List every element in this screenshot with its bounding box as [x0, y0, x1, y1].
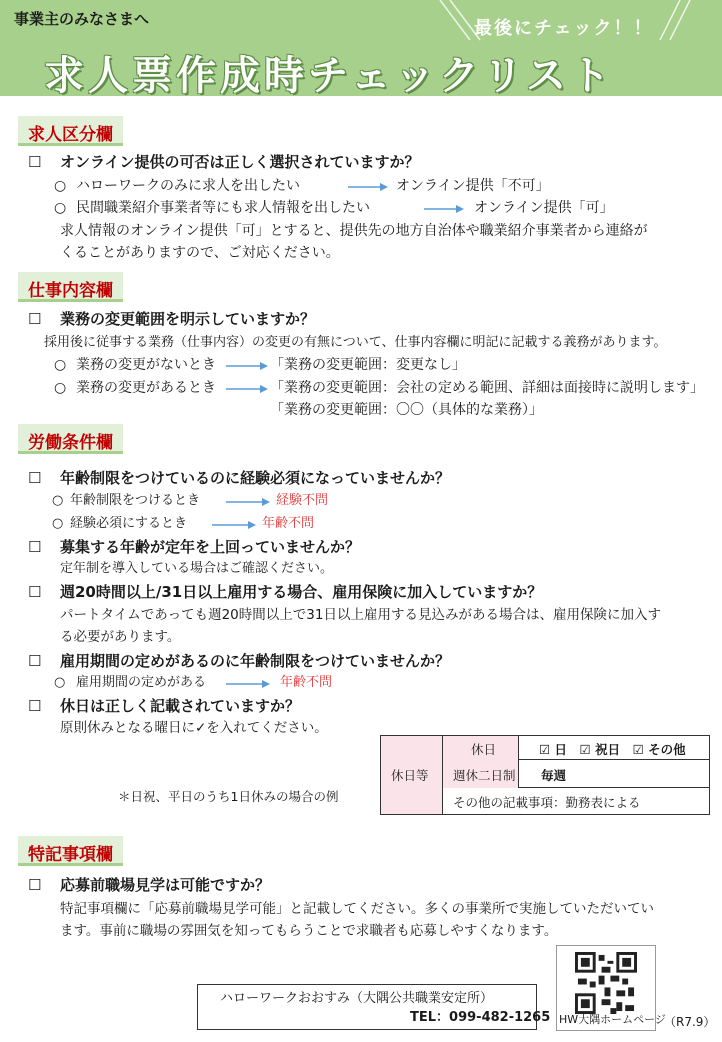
- circle-icon: ○: [54, 675, 66, 690]
- note-line: 特記事項欄に「応募前職場見学可能」と記載してください。多くの事業所で実施していただいてい: [60, 901, 654, 917]
- circle-icon: ○: [54, 380, 67, 396]
- question-online: オンライン提供の可否は正しく選択されていますか？: [60, 153, 420, 171]
- question-employment-insurance: 週20時間以上/31日以上雇用する場合、雇用保険に加入していますか？: [60, 583, 543, 601]
- note-line: 定年制を導入している場合はご確認ください。: [60, 561, 334, 576]
- option-change-result: 「業務の変更範囲：会社の定める範囲、詳細は面接時に説明します」: [270, 380, 704, 396]
- table-row-other: その他の記載事項：勤務表による: [453, 795, 641, 810]
- checkbox-icon[interactable]: ☐: [28, 310, 42, 328]
- office-info-box: [197, 984, 551, 1030]
- note-line: 原則休みとなる曜日に✓を入れてください。: [60, 720, 328, 736]
- checkbox-icon[interactable]: ☐: [28, 876, 42, 894]
- page-title: 求人票作成時チェックリスト: [44, 53, 614, 96]
- question-retirement-age: 募集する年齢が定年を上回っていませんか？: [60, 538, 361, 556]
- question-workplace-visit: 応募前職場見学は可能ですか？: [60, 876, 271, 894]
- qr-code-card[interactable]: [556, 945, 666, 1031]
- header-subtitle: 事業主のみなさまへ: [14, 10, 150, 28]
- option-age-limit-result: 経験不問: [276, 493, 329, 508]
- section-tab-kyujin-kubun: 求人区分欄: [18, 116, 123, 146]
- circle-icon: ○: [52, 493, 64, 508]
- note-line: る必要があります。: [60, 629, 181, 645]
- option-fixed-term-result: 年齢不問: [280, 675, 333, 690]
- checkbox-icon[interactable]: ☐: [28, 538, 42, 556]
- arrow-icon: [226, 497, 270, 507]
- header-last-check: 最後にチェック！！: [474, 18, 654, 39]
- section-tab-shigoto-naiyo: 仕事内容欄: [18, 272, 123, 302]
- option-fixed-term: 雇用期間の定めがある: [76, 675, 207, 690]
- option-experience-required-result: 年齢不問: [262, 516, 315, 531]
- table-row-value: 毎週: [541, 768, 567, 783]
- arrow-icon: [226, 361, 268, 371]
- note-line: 求人情報のオンライン提供「可」とすると、提供先の地方自治体や職業紹介事業者から連絡が: [60, 223, 648, 239]
- table-row-label: 週休二日制: [453, 768, 516, 783]
- arrow-icon: [226, 384, 268, 394]
- question-fixed-term: 雇用期間の定めがあるのに年齢制限をつけていませんか？: [60, 652, 451, 670]
- question-holidays: 休日は正しく記載されていますか？: [60, 697, 301, 715]
- qr-label: HW大隅ホームページ: [559, 1013, 666, 1026]
- table-header: 休日等: [391, 768, 429, 783]
- checkbox-icon[interactable]: ☐: [28, 153, 42, 171]
- option-private: 民間職業紹介事業者等にも求人情報を出したい: [76, 200, 370, 216]
- header-banner: [0, 0, 722, 96]
- example-note: ＊日祝、平日のうち1日休みの場合の例: [118, 789, 339, 804]
- checkbox-icon[interactable]: ☐: [28, 697, 42, 715]
- circle-icon: ○: [52, 516, 64, 531]
- question-age-experience: 年齢制限をつけているのに経験必須になっていませんか？: [60, 469, 451, 487]
- section-tab-rodo-joken: 労働条件欄: [18, 424, 123, 454]
- option-private-result: オンライン提供「可」: [474, 200, 614, 216]
- note-line: ます。事前に職場の雰囲気を知ってもらうことで求職者も応募しやすくなります。: [60, 923, 558, 939]
- arrow-icon: [348, 182, 388, 192]
- table-row-value: ☑ 日 ☑ 祝日 ☑ その他: [539, 742, 686, 757]
- circle-icon: ○: [54, 200, 67, 216]
- option-experience-required: 経験必須にするとき: [70, 516, 188, 531]
- checkbox-icon[interactable]: ☐: [28, 469, 42, 487]
- qr-code-icon: [575, 952, 637, 1014]
- checkbox-icon[interactable]: ☐: [28, 583, 42, 601]
- arrow-icon: [424, 204, 464, 214]
- option-age-limit: 年齢制限をつけるとき: [70, 493, 201, 508]
- note-line: パートタイムであっても週20時間以上で31日以上雇用する見込みがある場合は、雇用保険に加入す: [60, 607, 661, 623]
- option-no-change: 業務の変更がないとき: [76, 357, 216, 373]
- office-tel: TEL：099-482-1265: [410, 1010, 551, 1025]
- question-scope: 業務の変更範囲を明示していますか？: [60, 310, 316, 328]
- arrow-icon: [226, 679, 270, 689]
- table-row-label: 休日: [471, 742, 497, 757]
- arrow-icon: [212, 520, 256, 530]
- checkbox-icon[interactable]: ☐: [28, 652, 42, 670]
- office-name: ハローワークおおすみ（大隅公共職業安定所）: [220, 991, 494, 1006]
- option-change: 業務の変更があるとき: [76, 380, 216, 396]
- option-hw-only: ハローワークのみに求人を出したい: [76, 178, 300, 194]
- note-line: 採用後に従事する業務（仕事内容）の変更の有無について、仕事内容欄に明記に記載する義務があります。: [44, 335, 667, 350]
- option-change-result-2: 「業務の変更範囲：〇〇（具体的な業務）」: [270, 402, 543, 418]
- option-no-change-result: 「業務の変更範囲：変更なし」: [270, 357, 466, 373]
- circle-icon: ○: [54, 357, 67, 373]
- option-hw-only-result: オンライン提供「不可」: [396, 178, 550, 194]
- version-label: （R7.9）: [664, 1015, 716, 1029]
- section-tab-tokki-jiko: 特記事項欄: [18, 836, 123, 866]
- circle-icon: ○: [54, 178, 67, 194]
- note-line: くることがありますので、ご対応ください。: [60, 245, 340, 261]
- holiday-table: [380, 735, 710, 815]
